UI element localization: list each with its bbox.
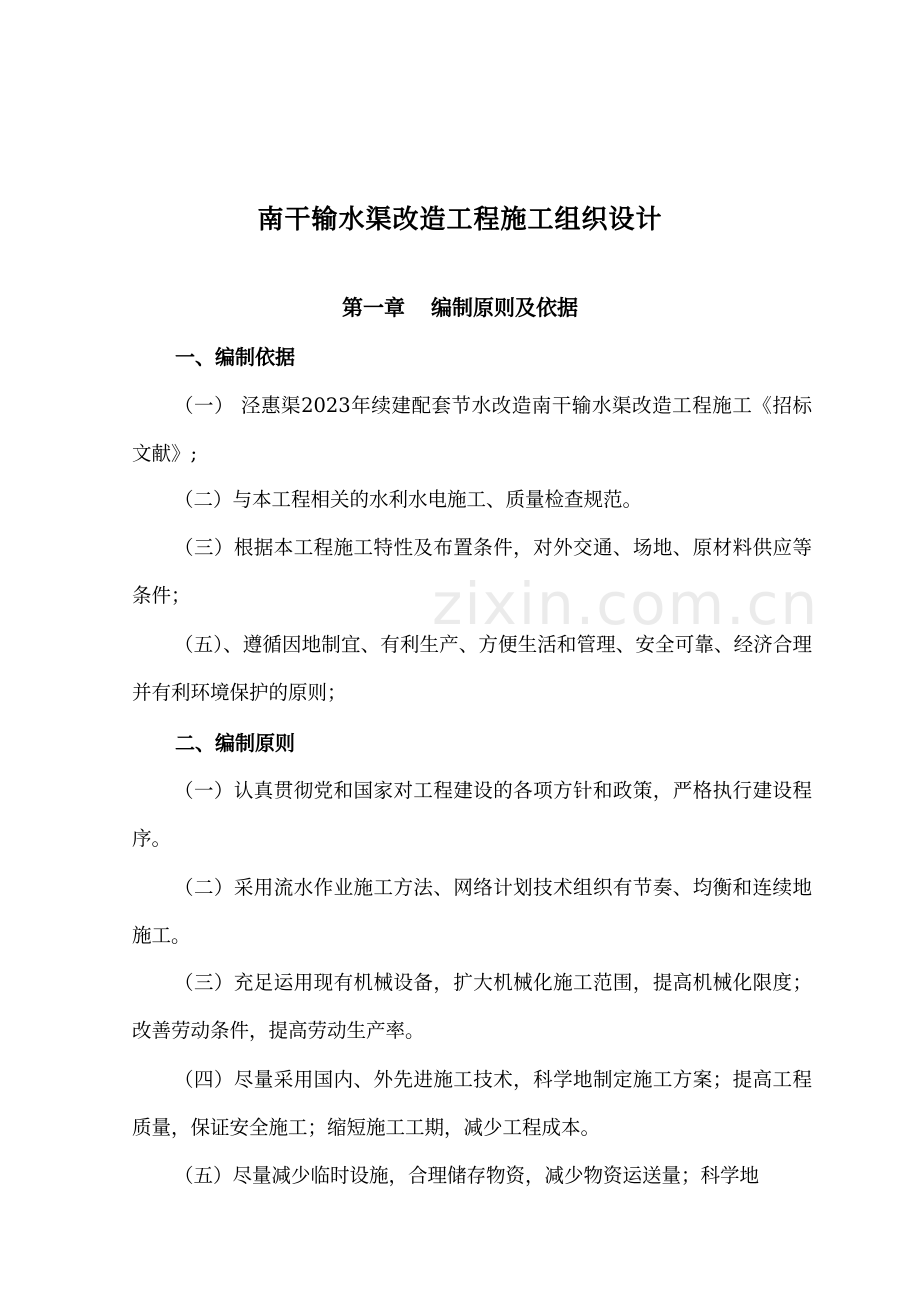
document-title: 南干输水渠改造工程施工组织设计	[257, 205, 663, 235]
paragraph: （三）根据本工程施工特性及布置条件，对外交通、场地、原材料供应等条件；	[132, 536, 812, 607]
chapter-title	[0, 290, 920, 326]
paragraph: （二）采用流水作业施工方法、网络计划技术组织有节奏、均衡和连续地施工。	[132, 876, 812, 947]
paragraph: （一）认真贯彻党和国家对工程建设的各项方针和政策，严格执行建设程序。	[132, 779, 812, 850]
paragraph: （五）、遵循因地制宜、有利生产、方便生活和管理、安全可靠、经济合理并有利环境保护的原则；	[132, 633, 812, 704]
chapter-number: 第一章	[342, 296, 405, 320]
section-heading-principles: 二、编制原则	[175, 731, 295, 755]
section-heading-basis: 一、编制依据	[175, 345, 295, 369]
chapter-name: 编制原则及依据	[431, 296, 578, 320]
paragraph: （一） 泾惠渠2023年续建配套节水改造南干输水渠改造工程施工《招标文献》;	[132, 394, 812, 465]
paragraph: （四）尽量采用国内、外先进施工技术，科学地制定施工方案；提高工程质量，保证安全施工；缩短施工工期，减少工程成本。	[132, 1068, 812, 1139]
watermark: zixin.com.cn	[432, 570, 820, 638]
paragraph: （五）尽量减少临时设施，合理储存物资，减少物资运送量；科学地	[174, 1164, 760, 1187]
paragraph: （二）与本工程相关的水利水电施工、质量检查规范。	[174, 488, 643, 511]
paragraph: （三）充足运用现有机械设备，扩大机械化施工范围，提高机械化限度；改善劳动条件，提高劳动生产率。	[132, 971, 812, 1042]
